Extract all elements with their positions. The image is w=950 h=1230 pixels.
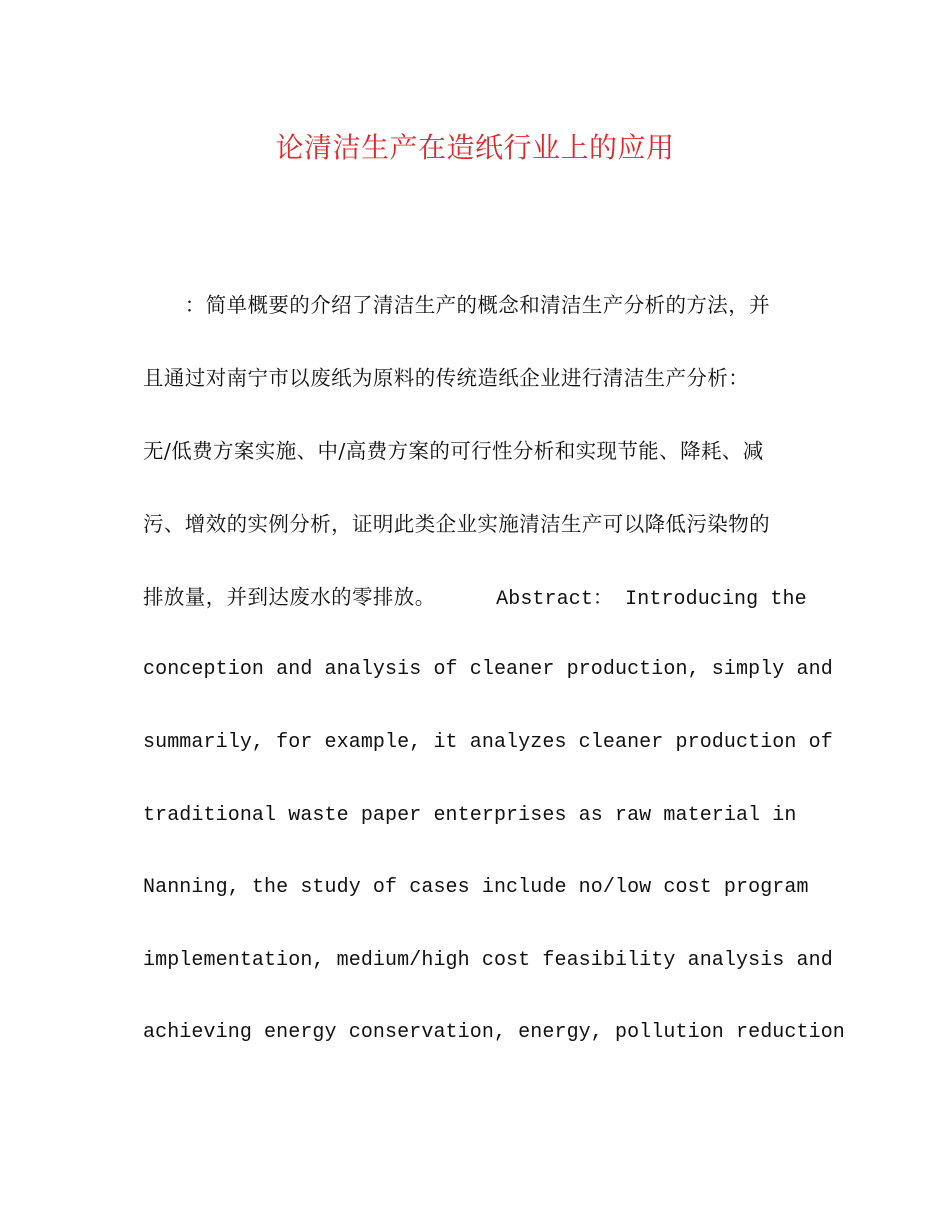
body-line-3: 无/低费方案实施、中/高费方案的可行性分析和实现节能、降耗、减 [143,439,764,463]
body-line-9: Nanning, the study of cases include no/low cost program [143,876,809,899]
body-line-8: traditional waste paper enterprises as raw material in [143,804,797,827]
body-line-4: 污、增效的实例分析，证明此类企业实施清洁生产可以降低污染物的 [143,512,770,536]
body-line-2: 且通过对南宁市以废纸为原料的传统造纸企业进行清洁生产分析： [143,366,750,390]
body-line-6: conception and analysis of cleaner production, simply and [143,658,833,681]
body-line-7: summarily, for example, it analyzes cleaner production of [143,731,833,754]
body-line-11: achieving energy conservation, energy, pollution reduction [143,1021,845,1044]
abstract-lead: Abstract： Introducing the [435,588,807,611]
body-line-5-cn: 排放量，并到达废水的零排放。 [143,585,436,609]
document-title: 论清洁生产在造纸行业上的应用 [275,131,675,164]
body-line-10: implementation, medium/high cost feasibility analysis and [143,949,833,972]
body-line-5 [143,582,807,615]
body-line-1: ：简单概要的介绍了清洁生产的概念和清洁生产分析的方法，并 [143,293,770,317]
